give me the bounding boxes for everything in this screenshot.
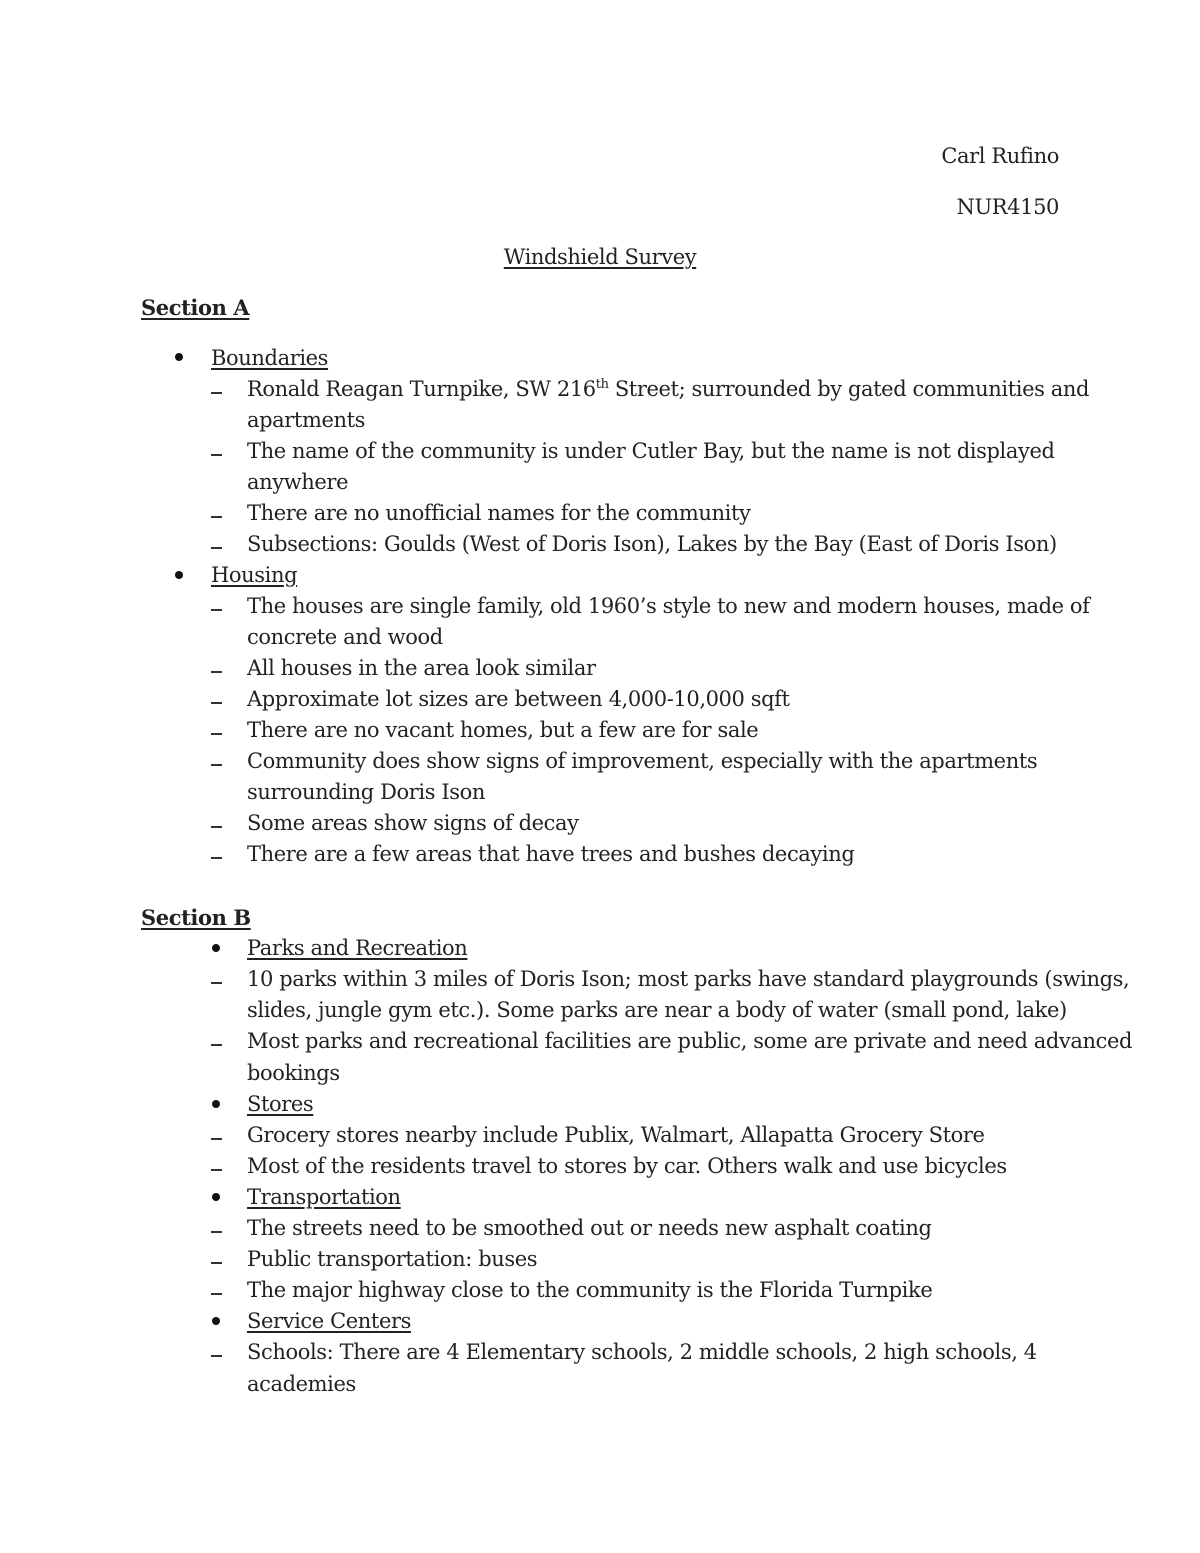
- list-item: The houses are single family, old 1960’s style to new and modern houses, made of: [247, 594, 1090, 618]
- list-item: Approximate lot sizes are between 4,000-10,000 sqft: [247, 687, 790, 711]
- list-item: Most of the residents travel to stores by car. Others walk and use bicycles: [247, 1154, 1007, 1178]
- list-item: Community does show signs of improvement, especially with the apartments: [247, 749, 1038, 773]
- dash-icon: [211, 1169, 222, 1171]
- list-item-continuation: academies: [247, 1372, 356, 1396]
- section-a-heading: Section A: [141, 295, 250, 320]
- dash-icon: [211, 982, 222, 984]
- dash-icon: [211, 1293, 222, 1295]
- list-item: There are a few areas that have trees and bushes decaying: [247, 842, 855, 866]
- bullet-icon: [212, 1100, 220, 1108]
- dash-icon: [211, 609, 222, 611]
- dash-icon: [211, 826, 222, 828]
- dash-icon: [211, 1044, 222, 1046]
- list-item: Public transportation: buses: [247, 1247, 538, 1271]
- bullet-icon: [212, 1193, 220, 1201]
- dash-icon: [211, 516, 222, 518]
- dash-icon: [211, 733, 222, 735]
- list-item: Grocery stores nearby include Publix, Walmart, Allapatta Grocery Store: [247, 1123, 985, 1147]
- dash-icon: [211, 671, 222, 673]
- list-item: 10 parks within 3 miles of Doris Ison; most parks have standard playgrounds (swings,: [247, 967, 1130, 991]
- document-title: Windshield Survey: [503, 245, 697, 269]
- list-item-continuation: bookings: [247, 1061, 340, 1085]
- list-item: There are no unofficial names for the community: [247, 501, 751, 525]
- list-item: There are no vacant homes, but a few are for sale: [247, 718, 759, 742]
- list-item: Some areas show signs of decay: [247, 811, 579, 835]
- dash-icon: [211, 857, 222, 859]
- bullet-icon: [175, 571, 183, 579]
- list-item: The major highway close to the community is the Florida Turnpike: [247, 1278, 933, 1302]
- bullet-icon: [175, 353, 183, 361]
- list-item-continuation: anywhere: [247, 470, 349, 494]
- dash-icon: [211, 1231, 222, 1233]
- author-name: Carl Rufino: [941, 144, 1059, 168]
- list-item-continuation: concrete and wood: [247, 625, 443, 649]
- list-item: The streets need to be smoothed out or needs new asphalt coating: [247, 1216, 932, 1240]
- dash-icon: [211, 1355, 222, 1357]
- bullet-icon: [212, 944, 220, 952]
- dash-icon: [211, 547, 222, 549]
- bullet-stores: Stores: [247, 1092, 314, 1116]
- dash-icon: [211, 1262, 222, 1264]
- list-item: Subsections: Goulds (West of Doris Ison), Lakes by the Bay (East of Doris Ison): [247, 532, 1057, 556]
- bullet-service-centers: Service Centers: [247, 1309, 411, 1333]
- list-item: The name of the community is under Cutler Bay, but the name is not displayed: [247, 439, 1055, 463]
- dash-icon: [211, 764, 222, 766]
- list-item: All houses in the area look similar: [247, 656, 596, 680]
- list-item-continuation: apartments: [247, 408, 366, 432]
- course-code: NUR4150: [956, 195, 1059, 219]
- bullet-housing: Housing: [211, 563, 298, 587]
- dash-icon: [211, 454, 222, 456]
- list-item: Most parks and recreational facilities are public, some are private and need advanced: [247, 1029, 1133, 1053]
- list-item-continuation: slides, jungle gym etc.). Some parks are near a body of water (small pond, lake): [247, 998, 1067, 1022]
- list-item: Schools: There are 4 Elementary schools, 2 middle schools, 2 high schools, 4: [247, 1340, 1037, 1364]
- bullet-boundaries: Boundaries: [211, 346, 329, 370]
- dash-icon: [211, 1138, 222, 1140]
- bullet-icon: [212, 1317, 220, 1325]
- list-item: Ronald Reagan Turnpike, SW 216th Street; surrounded by gated communities and: [247, 377, 1090, 401]
- list-item-continuation: surrounding Doris Ison: [247, 780, 486, 804]
- bullet-parks: Parks and Recreation: [247, 936, 468, 960]
- bullet-transportation: Transportation: [247, 1185, 401, 1209]
- dash-icon: [211, 392, 222, 394]
- dash-icon: [211, 702, 222, 704]
- section-b-heading: Section B: [141, 905, 251, 930]
